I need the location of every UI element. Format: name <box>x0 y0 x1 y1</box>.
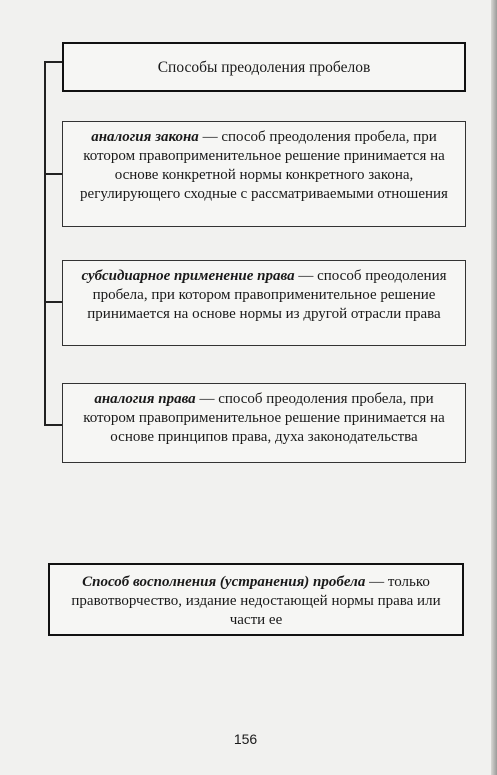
method-box-statute-analogy <box>62 121 466 227</box>
gap-filling-note-box <box>48 563 464 636</box>
method-box-law-analogy <box>62 383 466 463</box>
page-number: 156 <box>233 731 258 747</box>
note-description: — только правотворчество, издание недостающей нормы права или части ее <box>71 574 441 628</box>
method-description: — способ преодоления пробела, при котором правоприменительное решение принимается на основе конкретной нормы конкретного закона, регулирующего сходные с рассматриваемыми отношения <box>80 129 448 202</box>
method-description: — способ преодоления пробела, при котором правоприменительное решение принимается на основе нормы из другой отрасли права <box>87 268 447 322</box>
method-description: — способ преодоления пробела, при котором правоприменительное решение принимается на основе принципов права, духа законодательства <box>83 391 445 445</box>
connector-vertical <box>44 61 46 425</box>
method-box-subsidiary-application <box>62 260 466 346</box>
diagram-title: Способы преодоления пробелов <box>157 58 371 76</box>
connector-to-item-1 <box>44 173 63 175</box>
diagram-title-box <box>62 42 466 92</box>
method-term: аналогия права <box>94 391 196 407</box>
method-term: субсидиарное применение права <box>81 268 295 284</box>
page-edge-shadow <box>491 0 497 775</box>
connector-to-item-3 <box>44 424 63 426</box>
connector-to-title <box>44 61 64 63</box>
method-term: аналогия закона <box>91 129 199 145</box>
connector-to-item-2 <box>44 301 63 303</box>
note-term: Способ восполнения (устранения) пробела <box>82 574 366 590</box>
